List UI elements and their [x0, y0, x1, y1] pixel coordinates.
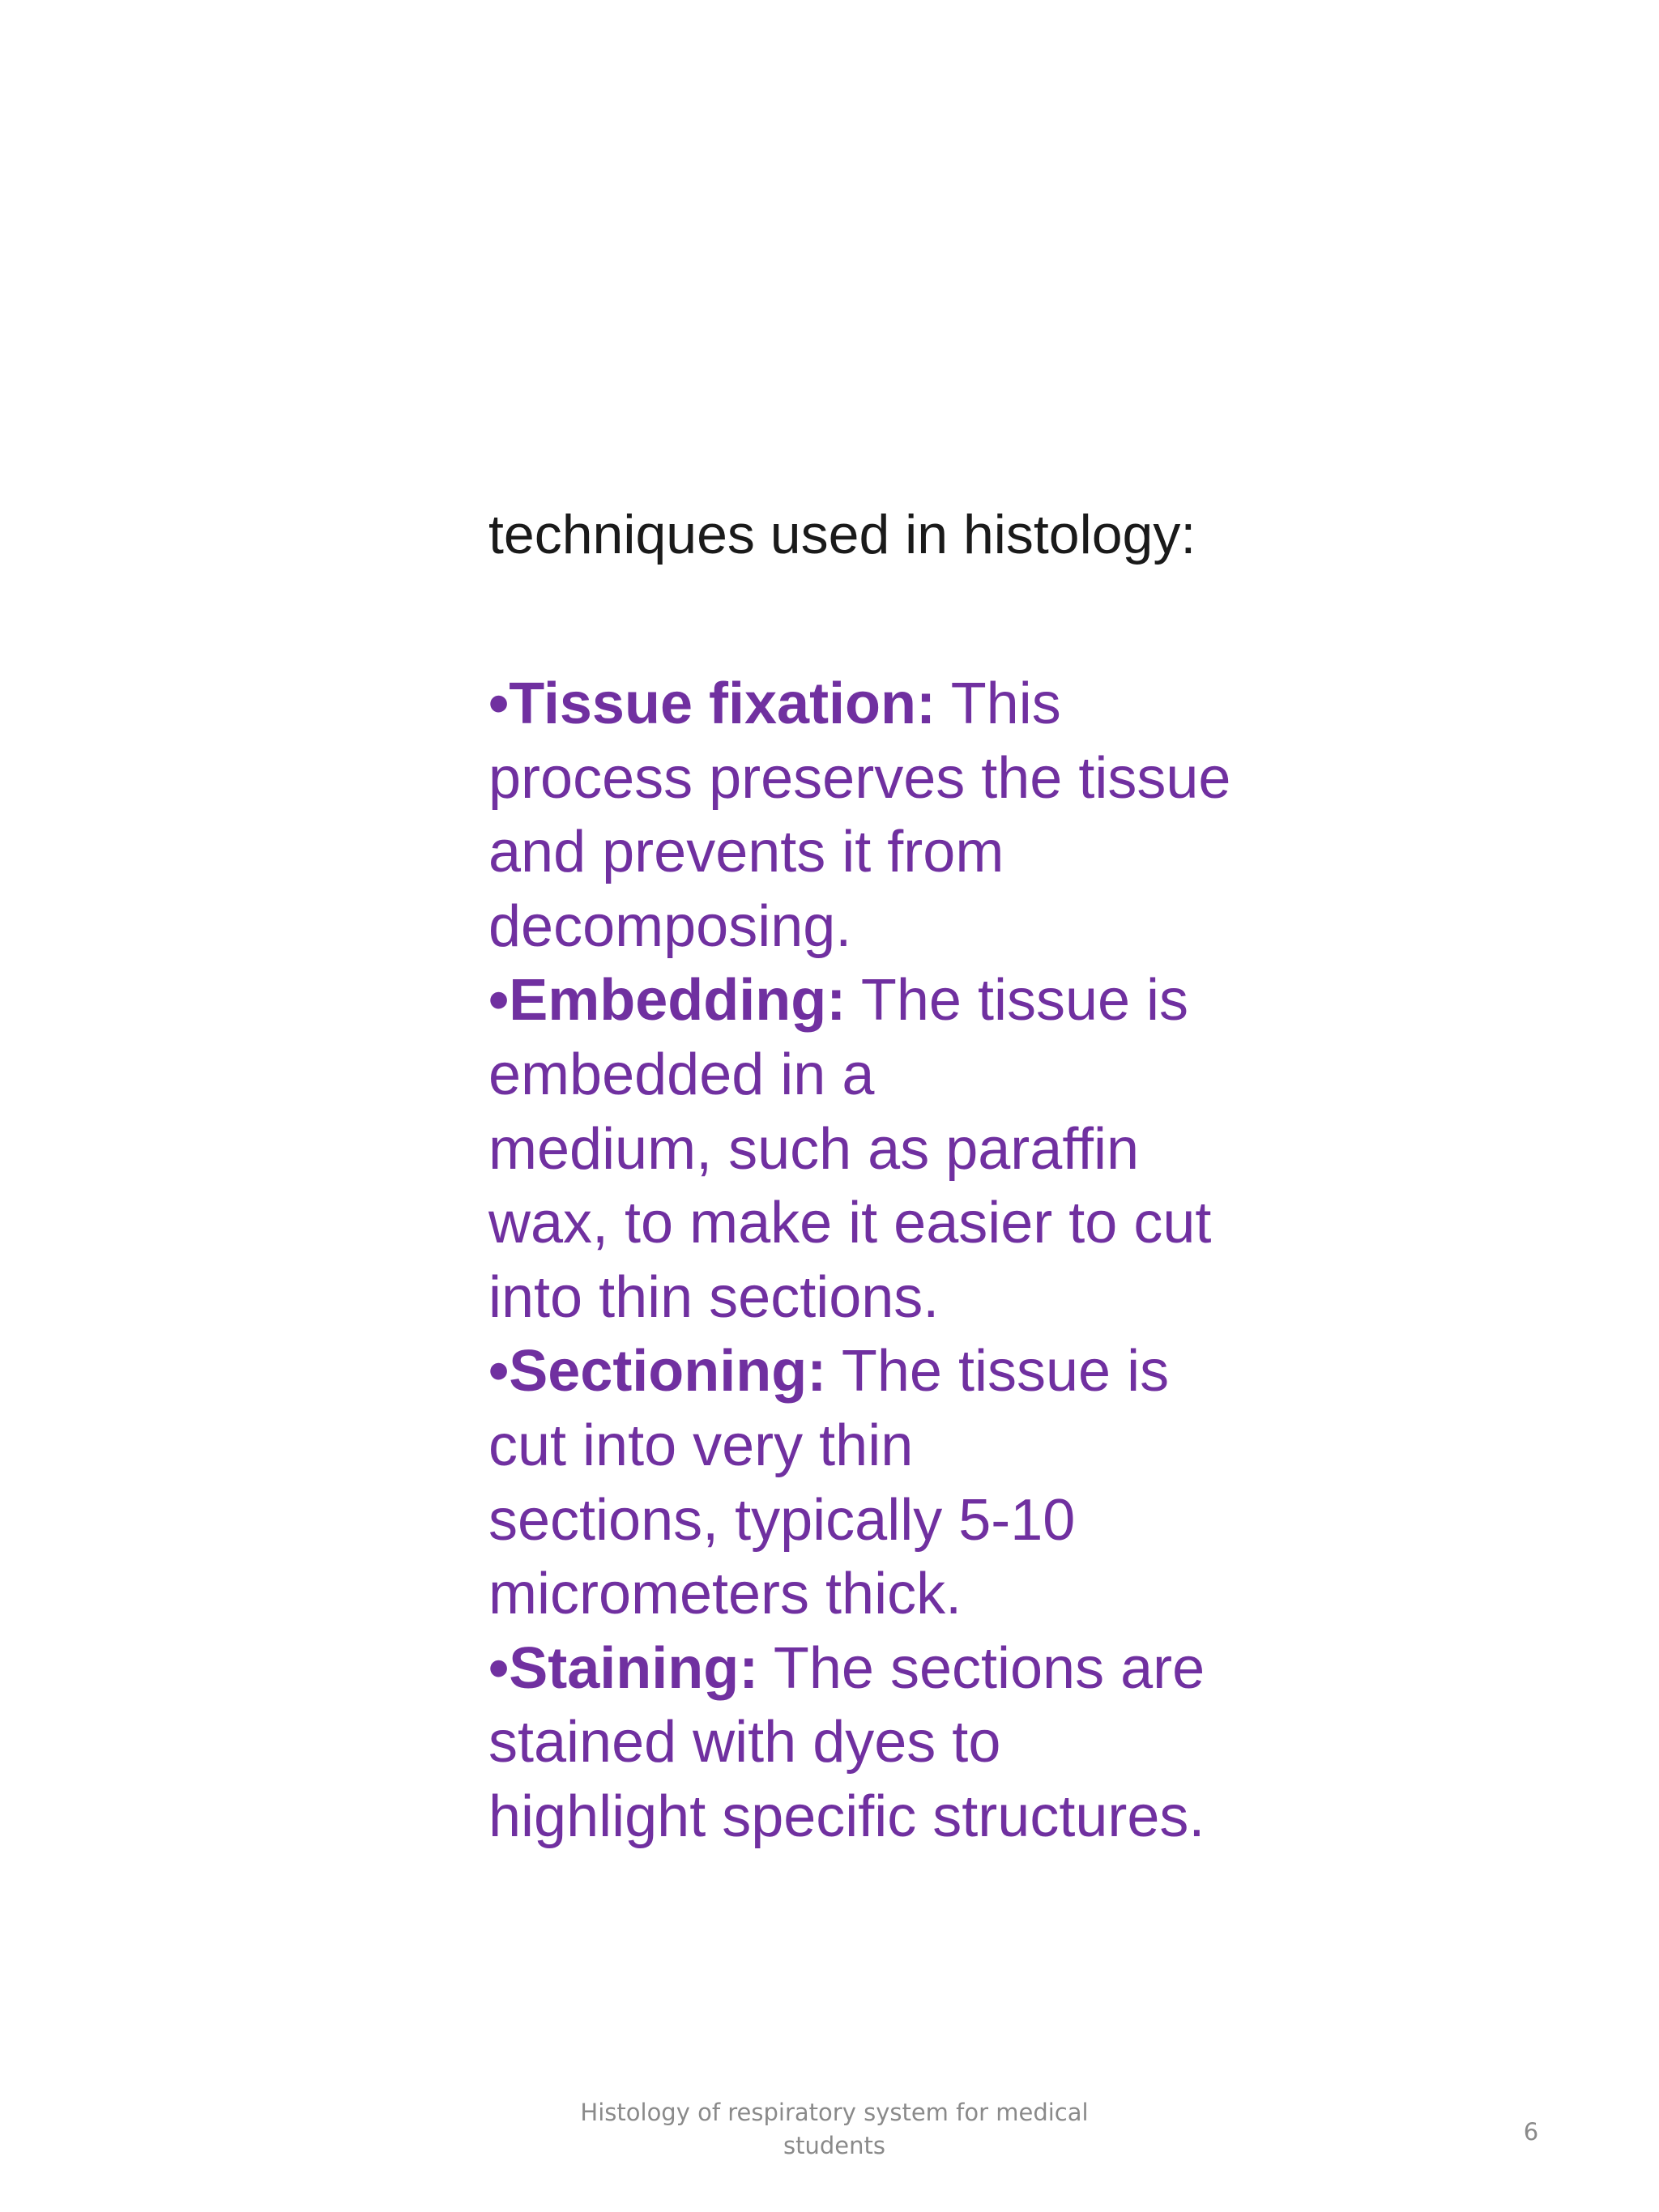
slide-footer [486, 2096, 1183, 2163]
list-item-first-line [488, 964, 1299, 1038]
list-item-line: highlight specific structures. [488, 1784, 1205, 1849]
list-item-line: cut into very thin [488, 1413, 914, 1478]
footer-line: Histology of respiratory system for medical [580, 2099, 1089, 2126]
list-item-line: into thin sections. [488, 1264, 940, 1330]
list-item-first-line [488, 1335, 1299, 1409]
list-item-line: sections, typically 5-10 [488, 1487, 1076, 1553]
list-item-line: medium, such as paraffin [488, 1116, 1140, 1182]
list-item-first-line [488, 1632, 1299, 1707]
slide-heading: techniques used in histology: [488, 504, 1196, 565]
list-item-line: stained with dyes to [488, 1710, 1001, 1775]
list-item-text: The sections are [758, 1635, 1205, 1701]
list-item-tissue-fixation [488, 667, 1299, 964]
list-item-sectioning [488, 1335, 1299, 1631]
footer-line: students [783, 2132, 885, 2159]
list-item-line: wax, to make it easier to cut [488, 1191, 1212, 1256]
list-item-line: and prevents it from [488, 820, 1004, 885]
list-item-text: This [936, 671, 1061, 736]
page-number: 6 [1523, 2118, 1539, 2146]
list-item-term: •Tissue fixation: [488, 671, 936, 736]
list-item-line: embedded in a [488, 1042, 875, 1107]
list-item-embedding [488, 964, 1299, 1335]
technique-list [488, 667, 1299, 1855]
list-item-text: The tissue is [846, 968, 1189, 1034]
list-item-term: •Sectioning: [488, 1339, 827, 1404]
list-item-line: decomposing. [488, 893, 852, 959]
list-item-text: The tissue is [826, 1339, 1170, 1404]
list-item-term: •Embedding: [488, 968, 847, 1034]
list-item-term: •Staining: [488, 1635, 759, 1701]
list-item-line: process preserves the tissue [488, 745, 1231, 811]
list-item-line: micrometers thick. [488, 1562, 962, 1627]
list-item-staining [488, 1632, 1299, 1855]
list-item-first-line [488, 667, 1299, 742]
